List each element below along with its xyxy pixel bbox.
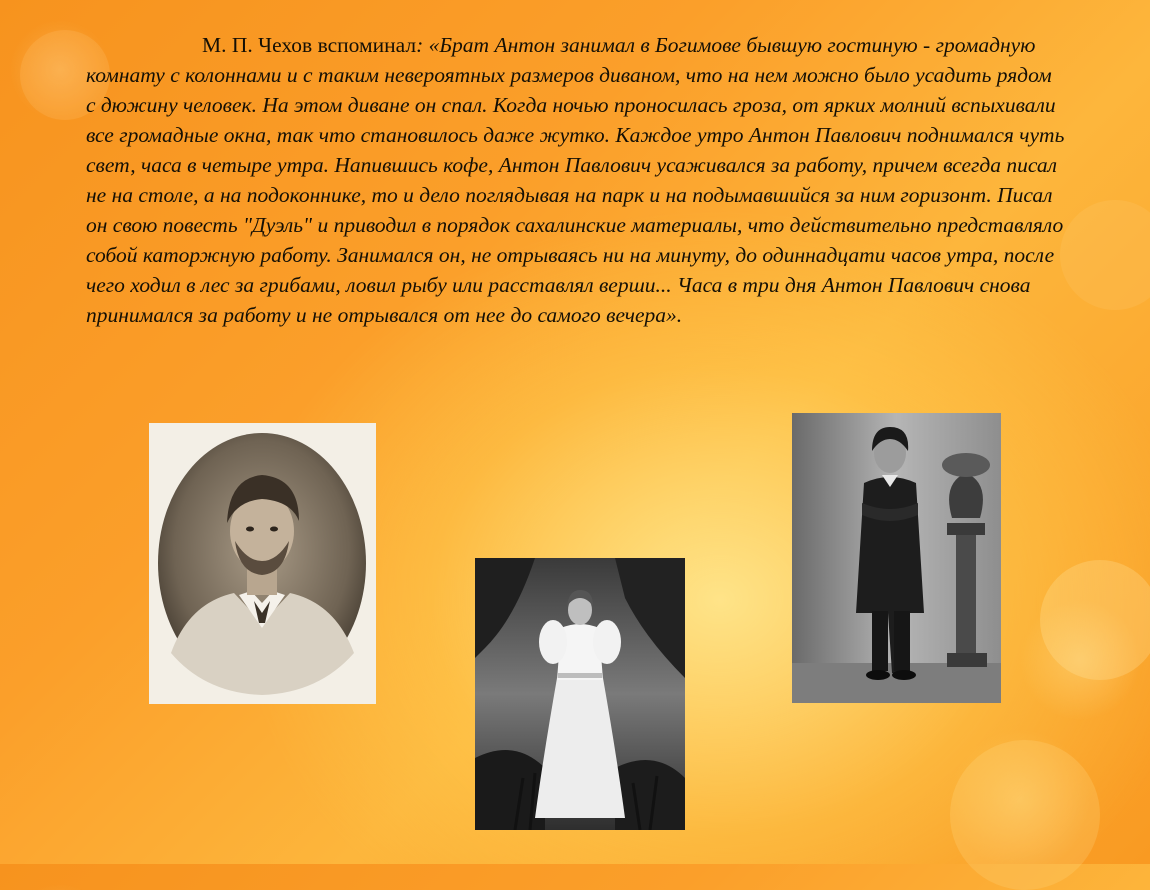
quote-intro: М. П. Чехов вспоминал bbox=[202, 33, 417, 57]
standing-man-photo bbox=[792, 413, 1001, 703]
bokeh-circle bbox=[950, 740, 1100, 890]
quote-text-block bbox=[86, 30, 1066, 330]
portrait-photo-oval bbox=[149, 423, 376, 704]
quote-body: : «Брат Антон занимал в Богимове бывшую гостиную - громадную комнату с колоннами и с таким невероятных размеров диваном, что на нем можно было усадить рядом с дюжину человек. На этом диване он спал. Когда ночью проносилась гроза, от ярких молний вспыхивали все громадные окна, так что становилось даже жутко. Каждое утро Антон Павлович поднимался чуть свет, часа в четыре утра. Напившись кофе, Антон Павлович усаживался за работу, причем всегда писал не на столе, а на подоконнике, то и дело поглядывая на парк и на подымавшийся за ним горизонт. Писал он свою повесть "Дуэль" и приводил в порядок сахалинские материалы, что действительно представляло собой каторжную работу. Занимался он, не отрываясь ни на минуту, до одиннадцати часов утра, после чего ходил в лес за грибами, ловил рыбу или расставлял верши... Часа в три дня Антон Павлович снова принимался за работу и не отрывался от нее до самого вечера». bbox=[86, 33, 1065, 327]
woman-garden-photo bbox=[475, 558, 685, 830]
bokeh-circle bbox=[1040, 560, 1150, 680]
bokeh-circle bbox=[1060, 200, 1150, 310]
